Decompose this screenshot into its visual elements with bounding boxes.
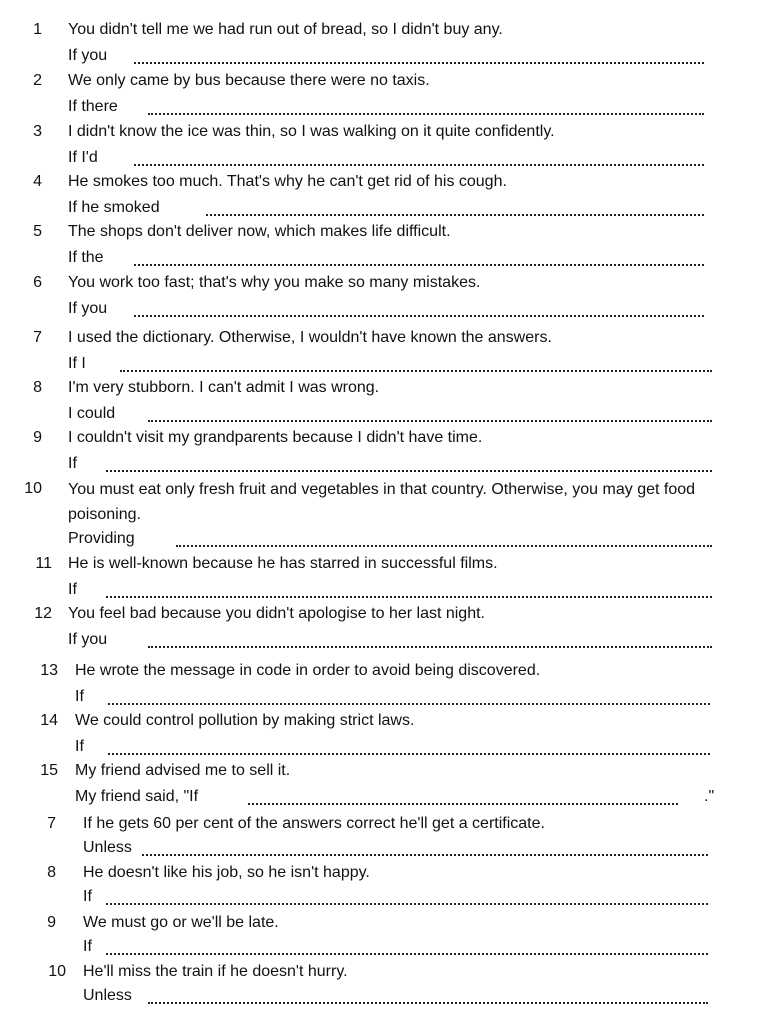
item-prompt: If: [68, 455, 77, 472]
item-sentence: I'm very stubborn. I can't admit I was wrong.: [68, 379, 380, 396]
item-prompt: Providing: [68, 530, 135, 547]
item-prompt: I could: [68, 405, 116, 422]
item-number: 7: [33, 329, 42, 346]
item-number: 9: [33, 429, 42, 446]
item-prompt: If: [75, 738, 84, 755]
item-sentence: We could control pollution by making strict laws.: [75, 712, 415, 729]
item-sentence: He doesn't like his job, so he isn't happy.: [83, 864, 370, 881]
answer-line[interactable]: [120, 369, 712, 372]
item-sentence: I couldn't visit my grandparents because I didn't have time.: [68, 429, 483, 446]
item-sentence: You must eat only fresh fruit and vegetables in that country. Otherwise, you may get food poisoning.: [68, 481, 696, 523]
item-sentence: He smokes too much. That's why he can't get rid of his cough.: [68, 173, 507, 190]
answer-line[interactable]: [148, 1001, 708, 1004]
item-prompt: If I'd: [68, 149, 98, 166]
item-number: 4: [33, 173, 42, 190]
answer-line[interactable]: [106, 595, 712, 598]
item-number: 6: [33, 274, 42, 291]
item-number: 8: [33, 379, 42, 396]
item-prompt: My friend said, "If: [75, 788, 199, 805]
item-sentence: He wrote the message in code in order to avoid being discovered.: [75, 662, 541, 679]
item-number: 1: [33, 21, 42, 38]
item-prompt: If: [83, 888, 92, 905]
item-number: 9: [47, 914, 56, 931]
item-number: 8: [47, 864, 56, 881]
item-number: 2: [33, 72, 42, 89]
item-sentence: You feel bad because you didn't apologise to her last night.: [68, 605, 485, 622]
item-sentence: He'll miss the train if he doesn't hurry.: [83, 963, 348, 980]
answer-line[interactable]: [206, 213, 704, 216]
item-sentence: The shops don't deliver now, which makes life difficult.: [68, 223, 451, 240]
answer-line[interactable]: [148, 419, 712, 422]
item-prompt: If you: [68, 631, 108, 648]
item-sentence: We only came by bus because there were no taxis.: [68, 72, 430, 89]
answer-line[interactable]: [106, 902, 708, 905]
item-prompt: If you: [68, 47, 108, 64]
item-sentence: We must go or we'll be late.: [83, 914, 279, 931]
answer-line[interactable]: [148, 112, 704, 115]
item-prompt: Unless: [83, 987, 132, 1004]
item-sentence: I used the dictionary. Otherwise, I wouldn't have known the answers.: [68, 329, 552, 346]
item-number: 14: [40, 712, 58, 729]
item-prompt: If there: [68, 98, 118, 115]
answer-line[interactable]: [134, 263, 704, 266]
item-number: 5: [33, 223, 42, 240]
item-prompt: If: [75, 688, 84, 705]
item-sentence: My friend advised me to sell it.: [75, 762, 291, 779]
item-number: 10: [24, 480, 42, 497]
item-prompt: If I: [68, 355, 86, 372]
item-prompt: If you: [68, 300, 108, 317]
closing-quote: .": [704, 788, 715, 805]
item-sentence: If he gets 60 per cent of the answers correct he'll get a certificate.: [83, 815, 545, 832]
answer-line[interactable]: [142, 853, 708, 856]
item-number: 11: [35, 555, 52, 572]
item-number: 10: [48, 963, 66, 980]
item-number: 13: [40, 662, 58, 679]
item-sentence: You didn't tell me we had run out of bread, so I didn't buy any.: [68, 21, 503, 38]
item-sentence: He is well-known because he has starred in successful films.: [68, 555, 498, 572]
item-prompt: Unless: [83, 839, 132, 856]
item-prompt: If: [83, 938, 92, 955]
item-number: 12: [34, 605, 52, 622]
item-number: 7: [47, 815, 56, 832]
item-prompt: If the: [68, 249, 104, 266]
answer-line[interactable]: [134, 163, 704, 166]
answer-line[interactable]: [108, 752, 710, 755]
answer-line[interactable]: [148, 645, 712, 648]
item-prompt: If he smoked: [68, 199, 160, 216]
answer-line[interactable]: [176, 544, 712, 547]
answer-line[interactable]: [134, 61, 704, 64]
item-sentence: I didn't know the ice was thin, so I was walking on it quite confidently.: [68, 123, 555, 140]
answer-line[interactable]: [134, 314, 704, 317]
answer-line[interactable]: [106, 469, 712, 472]
item-sentence: You work too fast; that's why you make so many mistakes.: [68, 274, 481, 291]
answer-line[interactable]: [108, 702, 710, 705]
answer-line[interactable]: [106, 952, 708, 955]
item-prompt: If: [68, 581, 77, 598]
item-number: 15: [40, 762, 58, 779]
answer-line[interactable]: [248, 802, 678, 805]
item-number: 3: [33, 123, 42, 140]
